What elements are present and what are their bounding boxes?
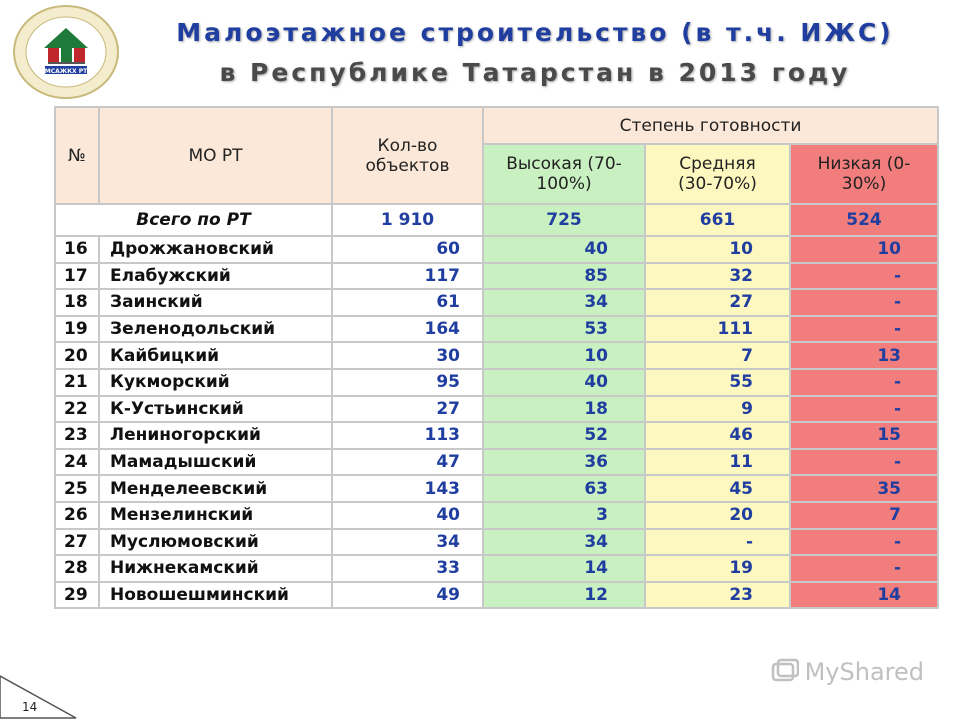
watermark-text: MyShared	[804, 658, 924, 686]
watermark	[771, 658, 924, 686]
row-num: 26	[55, 502, 99, 529]
row-count: 61	[332, 289, 483, 316]
row-num: 21	[55, 369, 99, 396]
row-high: 10	[483, 342, 645, 369]
row-high: 18	[483, 396, 645, 423]
row-count: 30	[332, 342, 483, 369]
table-row	[55, 449, 938, 476]
title-line-1: Малоэтажное строительство (в т.ч. ИЖС)	[176, 18, 894, 47]
row-low: -	[790, 316, 938, 343]
row-low: -	[790, 449, 938, 476]
page-number-corner	[0, 672, 80, 720]
row-high: 34	[483, 529, 645, 556]
row-high: 40	[483, 236, 645, 263]
row-medium: 32	[645, 263, 790, 290]
header-readiness: Степень готовности	[483, 107, 938, 144]
row-medium: 46	[645, 422, 790, 449]
row-count: 34	[332, 529, 483, 556]
row-low: -	[790, 289, 938, 316]
row-medium: 27	[645, 289, 790, 316]
table-row	[55, 342, 938, 369]
total-count: 1 910	[332, 204, 483, 236]
total-label: Всего по РТ	[55, 204, 332, 236]
row-medium: 11	[645, 449, 790, 476]
row-num: 16	[55, 236, 99, 263]
logo-text: МСАЖКХ РТ	[44, 68, 88, 75]
row-medium: 19	[645, 555, 790, 582]
row-medium: 7	[645, 342, 790, 369]
row-count: 47	[332, 449, 483, 476]
table-row	[55, 236, 938, 263]
row-num: 22	[55, 396, 99, 423]
row-mo-name: К-Устьинский	[99, 396, 332, 423]
row-num: 18	[55, 289, 99, 316]
row-mo-name: Мамадышский	[99, 449, 332, 476]
row-count: 117	[332, 263, 483, 290]
table-row	[55, 582, 938, 609]
row-high: 12	[483, 582, 645, 609]
row-low: -	[790, 263, 938, 290]
row-high: 53	[483, 316, 645, 343]
row-count: 143	[332, 475, 483, 502]
table-row	[55, 369, 938, 396]
row-mo-name: Муслюмовский	[99, 529, 332, 556]
row-low: -	[790, 396, 938, 423]
row-low: 14	[790, 582, 938, 609]
row-mo-name: Зеленодольский	[99, 316, 332, 343]
row-low: -	[790, 555, 938, 582]
row-mo-name: Нижнекамский	[99, 555, 332, 582]
row-medium: 55	[645, 369, 790, 396]
table-row	[55, 316, 938, 343]
row-mo-name: Мензелинский	[99, 502, 332, 529]
table-row	[55, 502, 938, 529]
row-high: 52	[483, 422, 645, 449]
ministry-logo	[12, 4, 120, 100]
row-high: 85	[483, 263, 645, 290]
row-num: 25	[55, 475, 99, 502]
row-count: 49	[332, 582, 483, 609]
table-row	[55, 263, 938, 290]
row-count: 40	[332, 502, 483, 529]
total-row	[55, 204, 938, 236]
row-count: 27	[332, 396, 483, 423]
row-low: 13	[790, 342, 938, 369]
table-row	[55, 555, 938, 582]
row-low: 15	[790, 422, 938, 449]
row-num: 19	[55, 316, 99, 343]
row-low: -	[790, 529, 938, 556]
row-count: 33	[332, 555, 483, 582]
row-mo-name: Кукморский	[99, 369, 332, 396]
row-high: 34	[483, 289, 645, 316]
total-high: 725	[483, 204, 645, 236]
row-low: 7	[790, 502, 938, 529]
row-medium: 10	[645, 236, 790, 263]
row-high: 36	[483, 449, 645, 476]
row-count: 60	[332, 236, 483, 263]
header-medium: Средняя (30-70%)	[645, 144, 790, 204]
row-mo-name: Дрожжановский	[99, 236, 332, 263]
row-count: 95	[332, 369, 483, 396]
row-medium: -	[645, 529, 790, 556]
row-num: 17	[55, 263, 99, 290]
table-row	[55, 475, 938, 502]
header-high: Высокая (70-100%)	[483, 144, 645, 204]
row-num: 28	[55, 555, 99, 582]
row-low: 35	[790, 475, 938, 502]
watermark-icon	[771, 658, 799, 686]
row-medium: 20	[645, 502, 790, 529]
row-count: 164	[332, 316, 483, 343]
row-medium: 111	[645, 316, 790, 343]
row-medium: 45	[645, 475, 790, 502]
row-count: 113	[332, 422, 483, 449]
header-low: Низкая (0-30%)	[790, 144, 938, 204]
header-mo: МО РТ	[99, 107, 332, 204]
total-low: 524	[790, 204, 938, 236]
title-line-2: в Республике Татарстан в 2013 году	[219, 58, 851, 87]
row-num: 20	[55, 342, 99, 369]
row-medium: 9	[645, 396, 790, 423]
row-mo-name: Новошешминский	[99, 582, 332, 609]
header-num: №	[55, 107, 99, 204]
row-mo-name: Кайбицкий	[99, 342, 332, 369]
row-mo-name: Елабужский	[99, 263, 332, 290]
table-body	[55, 236, 938, 608]
row-num: 27	[55, 529, 99, 556]
total-medium: 661	[645, 204, 790, 236]
table-row	[55, 529, 938, 556]
row-high: 63	[483, 475, 645, 502]
row-mo-name: Менделеевский	[99, 475, 332, 502]
page-number: 14	[22, 700, 38, 714]
row-low: -	[790, 369, 938, 396]
table-row	[55, 396, 938, 423]
row-high: 40	[483, 369, 645, 396]
row-num: 24	[55, 449, 99, 476]
row-mo-name: Заинский	[99, 289, 332, 316]
row-mo-name: Лениногорский	[99, 422, 332, 449]
row-num: 23	[55, 422, 99, 449]
row-low: 10	[790, 236, 938, 263]
table-row	[55, 422, 938, 449]
row-high: 14	[483, 555, 645, 582]
row-num: 29	[55, 582, 99, 609]
table-row	[55, 289, 938, 316]
header-count: Кол-во объектов	[332, 107, 483, 204]
row-medium: 23	[645, 582, 790, 609]
construction-table	[54, 106, 939, 609]
row-high: 3	[483, 502, 645, 529]
